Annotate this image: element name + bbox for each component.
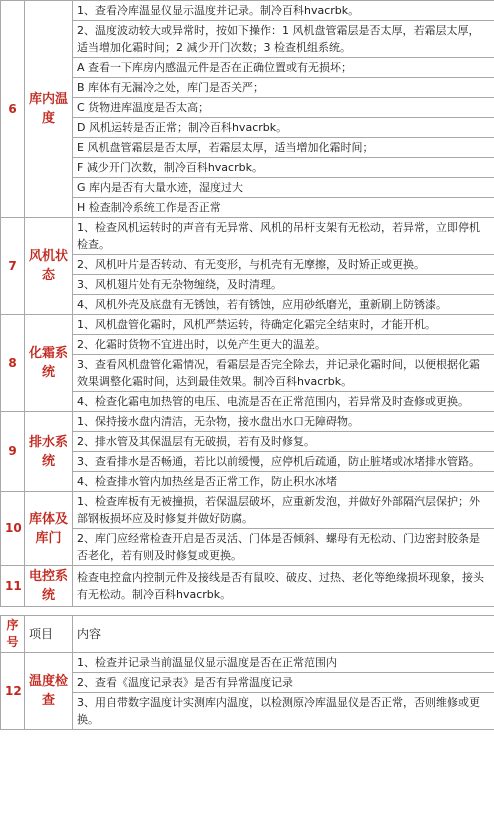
table-row: [1, 492, 494, 529]
row-content-line: H 检查制冷系统工作是否正常: [73, 198, 494, 218]
row-content-line: 1、检查并记录当前温显仪显示温度是否在正常范围内: [73, 653, 494, 673]
header-item: 项目: [25, 616, 73, 653]
row-item-name: 风机状态: [25, 218, 73, 315]
row-content-line: C 货物进库温度是否太高；: [73, 98, 494, 118]
row-content-line: 2、温度波动较大或异常时，按如下操作：1 风机盘管霜层是否太厚，若霜层太厚，适当增加化霜时间；2 减少开门次数；3 检查机组系统。: [73, 21, 494, 58]
table-spacer: [1, 607, 494, 616]
row-content-line: F 减少开门次数，制冷百科hvacrbk。: [73, 158, 494, 178]
row-number: 6: [1, 1, 25, 218]
row-content-line: 4、检查排水管内加热丝是否正常工作，防止积水冰堵: [73, 472, 494, 492]
row-item-name: 库内温度: [25, 1, 73, 218]
row-content-line: 1、风机盘管化霜时，风机严禁运转，待确定化霜完全结束时，才能开机。: [73, 315, 494, 335]
row-content-line: 2、库门应经常检查开启是否灵活、门体是否倾斜、螺母有无松动、门边密封胶条是否老化，若有则及时修复或更换。: [73, 529, 494, 566]
row-number: 7: [1, 218, 25, 315]
row-content-line: 2、查看《温度记录表》是否有异常温度记录: [73, 673, 494, 693]
row-content-line: 3、风机翅片处有无杂物缠绕，及时清理。: [73, 275, 494, 295]
table-header-row: [1, 616, 494, 653]
table-row: [1, 653, 494, 673]
table-row: [1, 315, 494, 335]
row-content-line: 4、风机外壳及底盘有无锈蚀，若有锈蚀，应用砂纸磨光，重新刷上防锈漆。: [73, 295, 494, 315]
row-content-line: A 查看一下库房内感温元件是否在正确位置或有无损坏；: [73, 58, 494, 78]
row-content-line: 1、保持接水盘内清洁，无杂物，接水盘出水口无障碍物。: [73, 412, 494, 432]
table-row: [1, 218, 494, 255]
row-content-line: 3、查看排水是否畅通，若比以前缓慢，应停机后疏通，防止脏堵或冰堵排水管路。: [73, 452, 494, 472]
row-content-line: 1、检查库板有无被撞损，若保温层破坏，应重新发泡，并做好外部隔汽层保护；外部钢板损坏应及时修复并做好防腐。: [73, 492, 494, 529]
header-number: 序号: [1, 616, 25, 653]
row-content-line: G 库内是否有大量水迹，湿度过大: [73, 178, 494, 198]
row-item-name: 电控系统: [25, 566, 73, 607]
row-content-line: 2、风机叶片是否转动、有无变形，与机壳有无摩擦，及时矫正或更换。: [73, 255, 494, 275]
header-content: 内容: [73, 616, 494, 653]
row-content-line: D 风机运转是否正常；制冷百科hvacrbk。: [73, 118, 494, 138]
row-item-name: 化霜系统: [25, 315, 73, 412]
row-item-name: 温度检查: [25, 653, 73, 730]
row-content-line: 2、化霜时货物不宜进出时，以免产生更大的温差。: [73, 335, 494, 355]
row-content-line: 3、查看风机盘管化霜情况，看霜层是否完全除去，并记录化霜时间，以便根据化霜效果调整化霜时间，达到最佳效果。制冷百科hvacrbk。: [73, 355, 494, 392]
row-content-line: B 库体有无漏冷之处，库门是否关严；: [73, 78, 494, 98]
row-item-name: 排水系统: [25, 412, 73, 492]
row-content-line: 检查电控盒内控制元件及接线是否有鼠咬、破皮、过热、老化等绝缘损坏现象，接头有无松动。制冷百科hvacrbk。: [73, 566, 494, 607]
row-content-line: 1、查看冷库温显仪显示温度并记录。制冷百科hvacrbk。: [73, 1, 494, 21]
row-content-line: 4、检查化霜电加热管的电压、电流是否在正常范围内，若异常及时查修或更换。: [73, 392, 494, 412]
row-number: 9: [1, 412, 25, 492]
row-content-line: 2、排水管及其保温层有无破损，若有及时修复。: [73, 432, 494, 452]
table-row: [1, 1, 494, 21]
row-number: 12: [1, 653, 25, 730]
table-row: [1, 566, 494, 607]
row-content-line: 3、用自带数字温度计实测库内温度，以检测原冷库温显仪是否正常，否则维修或更换。: [73, 693, 494, 730]
row-content-line: 1、检查风机运转时的声音有无异常、风机的吊杆支架有无松动，若异常，立即停机检查。: [73, 218, 494, 255]
row-item-name: 库体及库门: [25, 492, 73, 566]
table-row: [1, 412, 494, 432]
row-content-line: E 风机盘管霜层是否太厚，若霜层太厚，适当增加化霜时间；: [73, 138, 494, 158]
row-number: 10: [1, 492, 25, 566]
row-number: 11: [1, 566, 25, 607]
row-number: 8: [1, 315, 25, 412]
